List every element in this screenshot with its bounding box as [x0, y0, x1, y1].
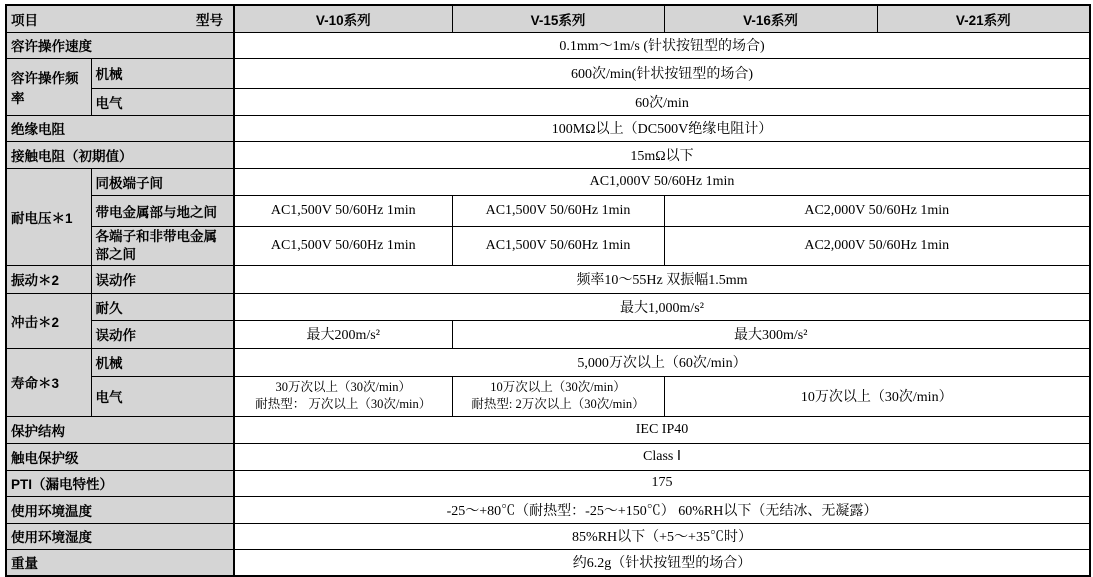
label-electric-shock-class: 触电保护级 — [6, 443, 234, 470]
label-weight: 重量 — [6, 549, 234, 576]
value-withstand-noncharged-v15: AC1,500V 50/60Hz 1min — [452, 226, 664, 265]
header-row — [6, 5, 1090, 32]
value-operating-speed: 0.1mm～1m/s (针状按钮型的场合) — [234, 32, 1090, 58]
header-col-v21: V-21系列 — [877, 5, 1090, 32]
value-weight: 约6.2g（针状按钮型的场合） — [234, 549, 1090, 576]
value-protection-structure: IEC IP40 — [234, 416, 1090, 443]
row-ambient-temperature — [6, 496, 1090, 523]
value-frequency-mechanical: 600次/min(针状按钮型的场合) — [234, 58, 1090, 88]
label-withstand-same-polarity: 同极端子间 — [91, 168, 234, 195]
value-shock-malfunction-v10: 最大200m/s² — [234, 320, 452, 348]
label-ambient-temperature: 使用环境温度 — [6, 496, 234, 523]
life-electrical-v15-line2: 耐热型: 2万次以上（30次/min） — [471, 397, 645, 411]
label-ambient-humidity: 使用环境湿度 — [6, 523, 234, 549]
value-shock-malfunction-rest: 最大300m/s² — [452, 320, 1090, 348]
row-withstand-voltage-same — [6, 168, 1090, 195]
label-shock-malfunction: 误动作 — [91, 320, 234, 348]
label-shock-durability: 耐久 — [91, 293, 234, 320]
label-life-mechanical: 机械 — [91, 348, 234, 376]
row-operating-frequency-mech — [6, 58, 1090, 88]
label-frequency-electrical: 电气 — [91, 88, 234, 115]
value-withstand-ground-v15: AC1,500V 50/60Hz 1min — [452, 195, 664, 226]
label-vibration-malfunction: 误动作 — [91, 265, 234, 293]
label-withstand-noncharged: 各端子和非带电金属部之间 — [91, 226, 234, 265]
value-pti: 175 — [234, 470, 1090, 496]
value-electric-shock-class: Class Ⅰ — [234, 443, 1090, 470]
row-withstand-voltage-ground — [6, 195, 1090, 226]
value-life-electrical-v10 — [234, 376, 452, 416]
value-life-mechanical: 5,000万次以上（60次/min） — [234, 348, 1090, 376]
row-pti — [6, 470, 1090, 496]
label-insulation-resistance: 绝缘电阻 — [6, 115, 234, 141]
row-electric-shock-class — [6, 443, 1090, 470]
value-withstand-same-polarity: AC1,000V 50/60Hz 1min — [234, 168, 1090, 195]
row-vibration — [6, 265, 1090, 293]
label-frequency-mechanical: 机械 — [91, 58, 234, 88]
value-vibration-malfunction: 频率10～55Hz 双振幅1.5mm — [234, 265, 1090, 293]
row-ambient-humidity — [6, 523, 1090, 549]
life-electrical-v15-line1: 10万次以上（30次/min） — [490, 380, 626, 395]
row-life-mechanical — [6, 348, 1090, 376]
label-withstand-ground: 带电金属部与地之间 — [91, 195, 234, 226]
value-withstand-ground-v16-v21: AC2,000V 50/60Hz 1min — [664, 195, 1090, 226]
value-frequency-electrical: 60次/min — [234, 88, 1090, 115]
value-life-electrical-v15 — [452, 376, 664, 416]
row-withstand-voltage-noncharged — [6, 226, 1090, 265]
header-item-label: 项目 — [11, 12, 38, 28]
row-insulation-resistance — [6, 115, 1090, 141]
value-withstand-noncharged-v16-v21: AC2,000V 50/60Hz 1min — [664, 226, 1090, 265]
value-withstand-ground-v10: AC1,500V 50/60Hz 1min — [234, 195, 452, 226]
life-electrical-v10-line1: 30万次以上（30次/min） — [275, 380, 411, 395]
value-ambient-temperature: -25～+80℃（耐热型：-25～+150℃） 60%RH以下（无结冰、无凝露） — [234, 496, 1090, 523]
label-pti: PTI（漏电特性） — [6, 470, 234, 496]
label-life: 寿命＊3 — [6, 348, 91, 416]
label-life-electrical: 电气 — [91, 376, 234, 416]
label-contact-resistance: 接触电阻（初期值） — [6, 141, 234, 168]
row-shock-durability — [6, 293, 1090, 320]
value-life-electrical-v16-v21: 10万次以上（30次/min） — [664, 376, 1090, 416]
header-item-model-cell — [6, 5, 234, 32]
header-col-v16: V-16系列 — [664, 5, 877, 32]
header-col-v15: V-15系列 — [452, 5, 664, 32]
header-col-v10: V-10系列 — [234, 5, 452, 32]
label-protection-structure: 保护结构 — [6, 416, 234, 443]
row-contact-resistance — [6, 141, 1090, 168]
value-shock-durability: 最大1,000m/s² — [234, 293, 1090, 320]
value-withstand-noncharged-v10: AC1,500V 50/60Hz 1min — [234, 226, 452, 265]
row-protection-structure — [6, 416, 1090, 443]
value-contact-resistance: 15mΩ以下 — [234, 141, 1090, 168]
row-operating-speed — [6, 32, 1090, 58]
row-shock-malfunction — [6, 320, 1090, 348]
row-operating-frequency-elec — [6, 88, 1090, 115]
row-life-electrical — [6, 376, 1090, 416]
label-withstand-voltage: 耐电压＊1 — [6, 168, 91, 265]
life-electrical-v10-line2: 耐热型： 万次以上（30次/min） — [255, 397, 432, 411]
label-vibration: 振动＊2 — [6, 265, 91, 293]
value-insulation-resistance: 100MΩ以上（DC500V绝缘电阻计） — [234, 115, 1090, 141]
value-ambient-humidity: 85%RH以下（+5～+35℃时） — [234, 523, 1090, 549]
spec-table — [5, 4, 1091, 577]
label-shock: 冲击＊2 — [6, 293, 91, 348]
row-weight — [6, 549, 1090, 576]
label-operating-frequency: 容许操作频率 — [6, 58, 91, 115]
label-operating-speed: 容许操作速度 — [6, 32, 234, 58]
header-model-label: 型号 — [196, 12, 223, 28]
